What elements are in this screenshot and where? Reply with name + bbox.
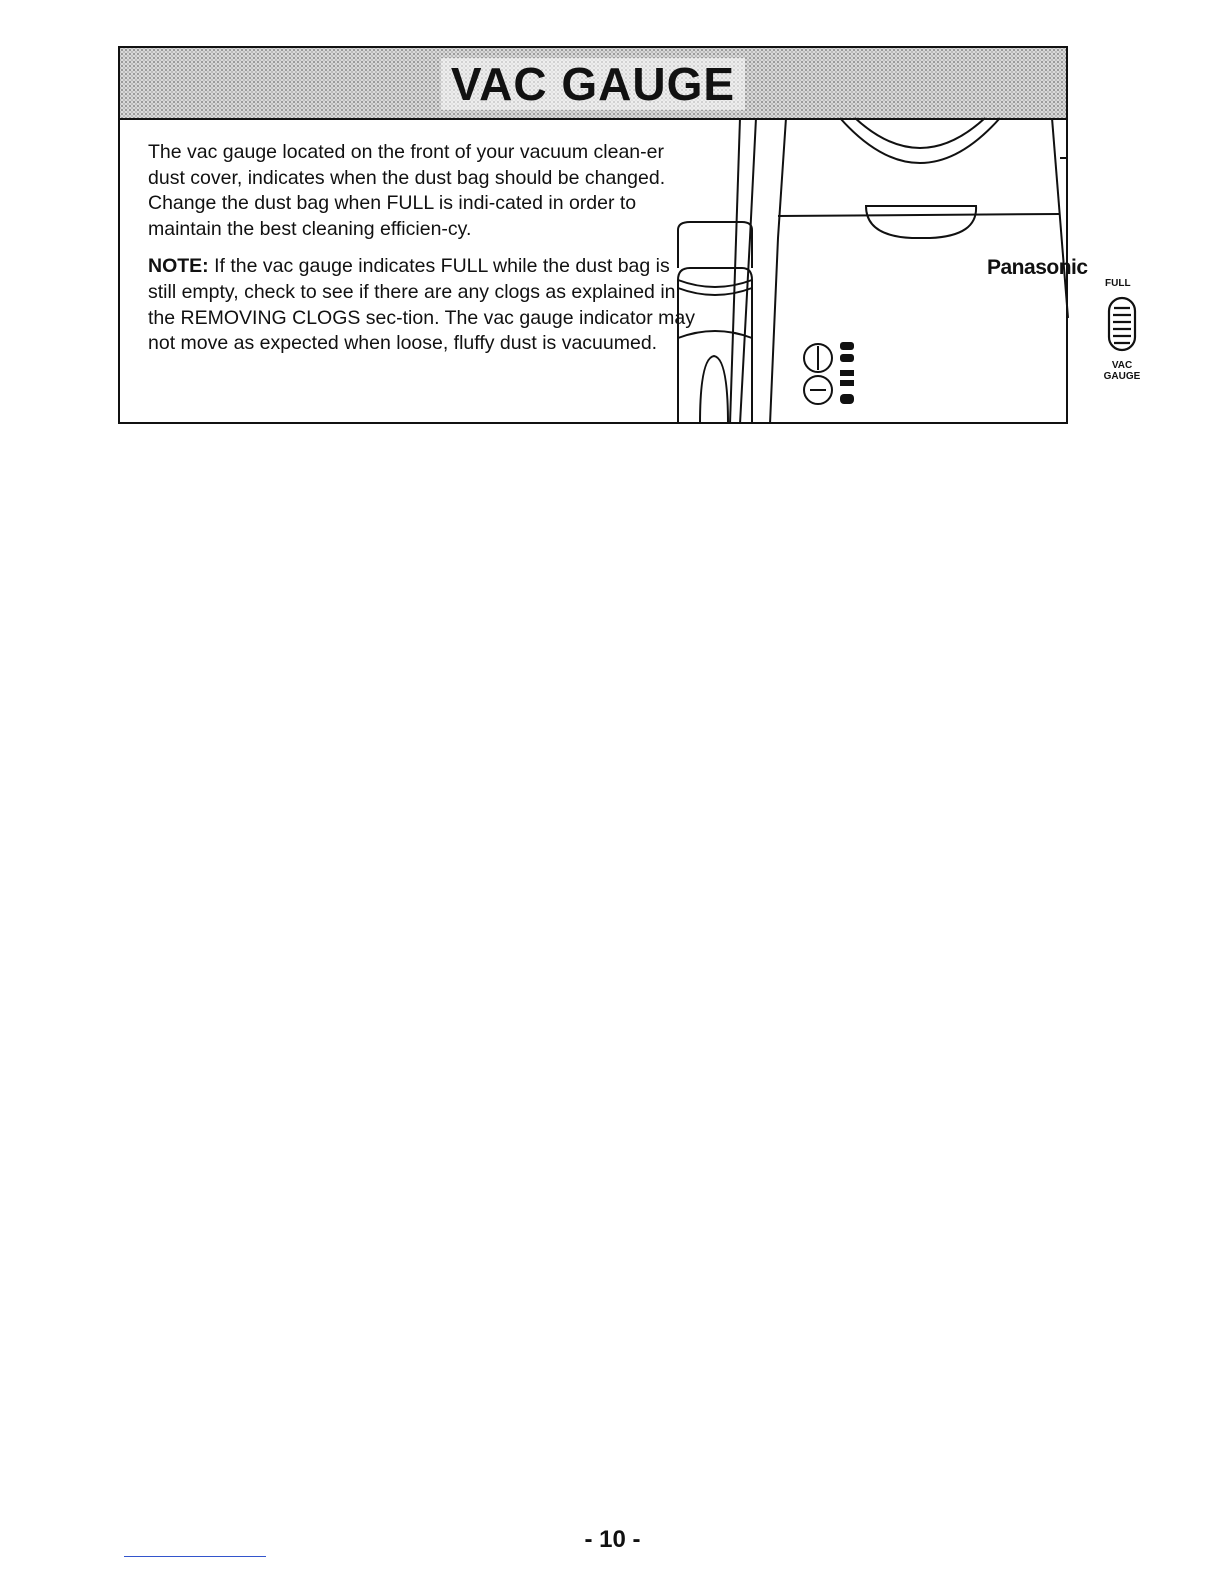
- vac-gauge-window: [1109, 298, 1135, 350]
- footer-rule: [124, 1556, 266, 1557]
- gauge-name-line1: VAC: [1111, 360, 1133, 371]
- note-label: NOTE:: [148, 255, 209, 278]
- note-text: If the vac gauge indicates FULL while the dust bag is still empty, check to see if there are any clogs as explained in the REMOVING CLOGS sec-tion. The vac gauge indicator may not move as expected when loose, fluffy dust is vacuumed.: [148, 255, 695, 355]
- description-paragraph: The vac gauge located on the front of your vacuum clean-er dust cover, indicates when the dust bag should be changed. Change the dust bag when FULL is indi-cated in order to maintain the best cleaning efficien-cy.: [148, 141, 666, 240]
- gauge-name-label: [1100, 360, 1144, 382]
- vacuum-illustration: [670, 118, 1141, 424]
- page-number: - 10 -: [584, 1526, 641, 1553]
- section-title: VAC GAUGE: [441, 58, 745, 110]
- gauge-full-label: FULL: [1105, 278, 1131, 289]
- gauge-name-line2: GAUGE: [1103, 371, 1141, 382]
- vac-gauge-section: [118, 46, 1141, 424]
- note-paragraph: [148, 254, 700, 356]
- section-body: [148, 140, 700, 357]
- section-title-bar: [120, 48, 1066, 120]
- brand-logo-text: Panasonic: [987, 256, 1088, 279]
